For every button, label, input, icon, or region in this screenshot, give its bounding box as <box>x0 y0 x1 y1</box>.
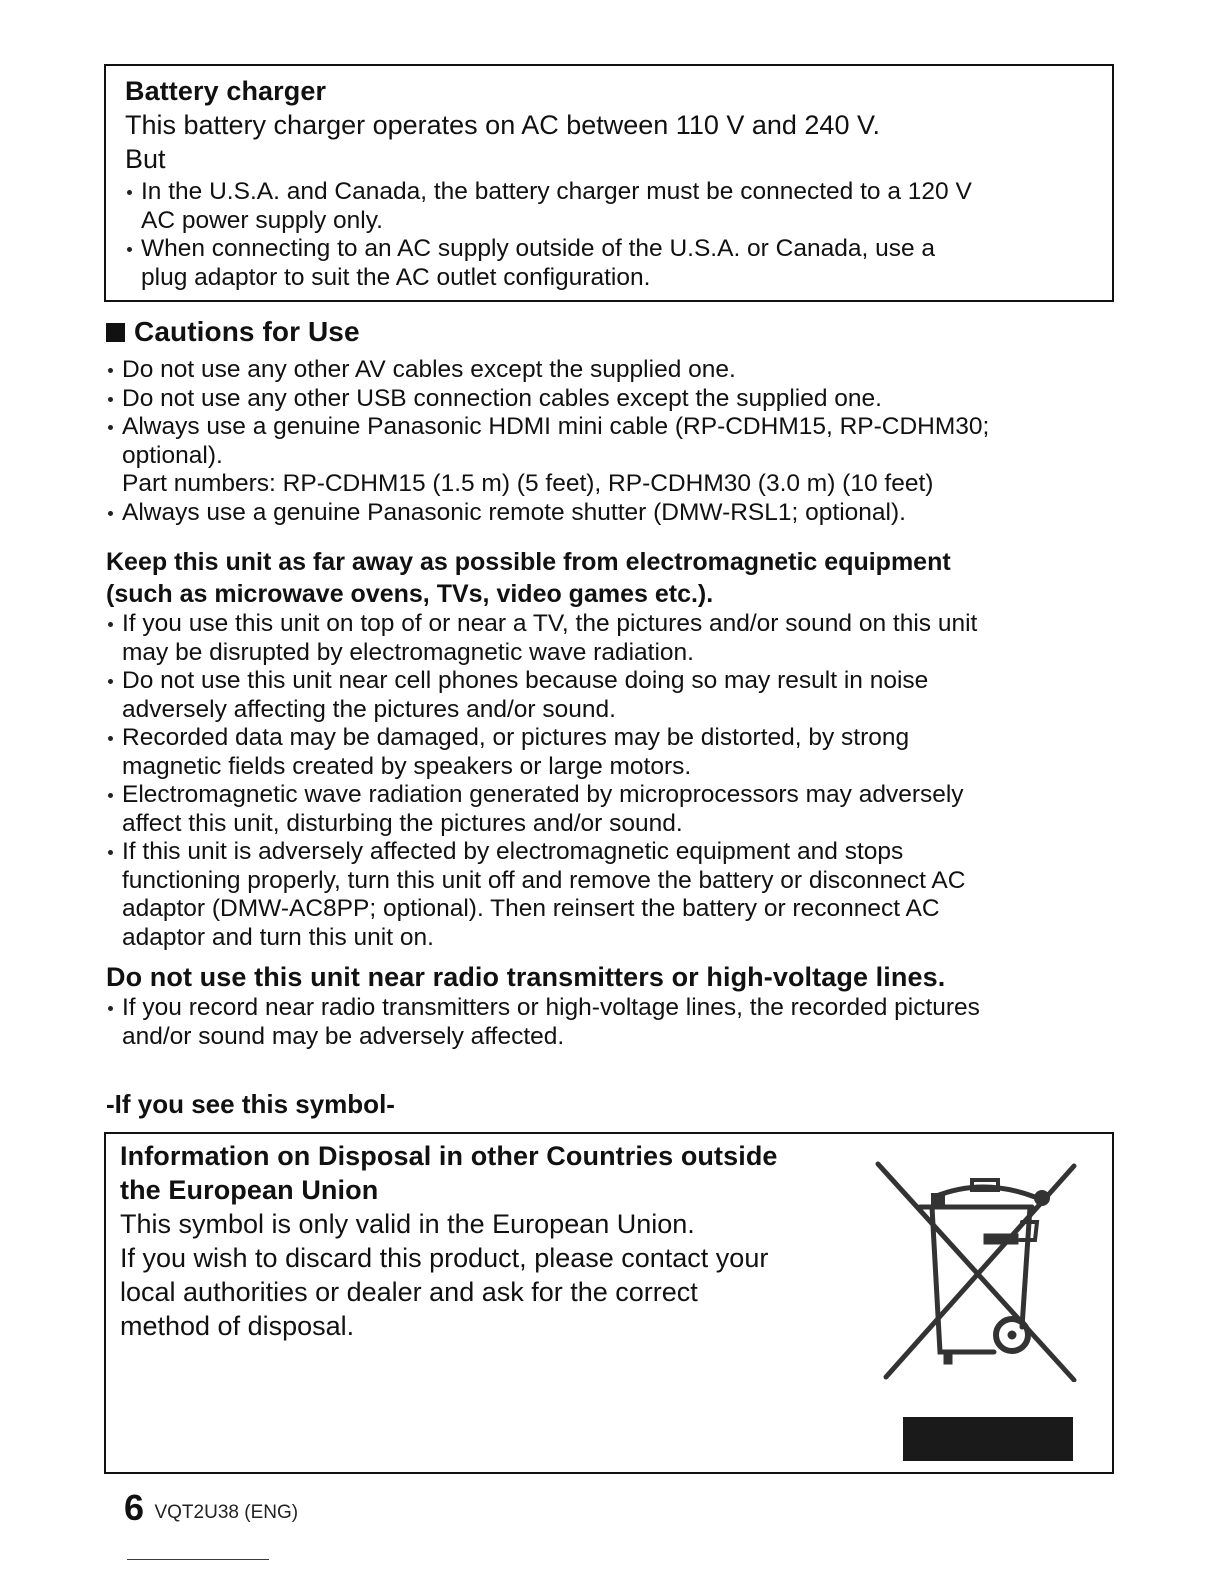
symbol-heading-section <box>106 1088 1116 1120</box>
radio-title: Do not use this unit near radio transmitters or high-voltage lines. <box>106 962 946 992</box>
list-item-text: Part numbers: RP-CDHM15 (1.5 m) (5 feet), RP-CDHM30 (3.0 m) (10 feet) <box>122 470 934 497</box>
list-item <box>106 724 1116 781</box>
battery-charger-title: Battery charger <box>125 76 327 106</box>
list-item-text: Do not use this unit near cell phones because doing so may result in noise <box>122 667 929 694</box>
page-footer <box>124 1487 298 1529</box>
list-item <box>106 356 1116 385</box>
list-item <box>106 610 1116 667</box>
list-item <box>106 385 1116 414</box>
list-item-text: adaptor and turn this unit on. <box>122 923 434 951</box>
page-number: 6 <box>124 1487 145 1528</box>
battery-charger-line1: This battery charger operates on AC between 110 V and 240 V. <box>125 110 880 140</box>
list-item <box>106 838 1116 952</box>
list-item-text: magnetic fields created by speakers or large motors. <box>122 752 692 780</box>
list-item-text: Electromagnetic wave radiation generated by microprocessors may adversely <box>122 781 964 808</box>
list-item <box>106 413 1116 499</box>
list-item <box>106 667 1116 724</box>
electromagnetic-section <box>106 546 1116 952</box>
list-item <box>106 994 1116 1051</box>
battery-charger-line2: But <box>125 144 166 174</box>
disposal-line: method of disposal. <box>120 1311 355 1341</box>
list-item-text: If this unit is adversely affected by electromagnetic equipment and stops <box>122 838 904 865</box>
battery-charger-box <box>104 64 1114 302</box>
list-item-text: plug adaptor to suit the AC outlet configuration. <box>141 263 651 291</box>
disposal-title-line2: the European Union <box>120 1175 379 1205</box>
list-item-text: Do not use any other AV cables except the supplied one. <box>122 356 736 383</box>
cautions-section <box>106 314 1116 527</box>
square-bullet-icon <box>106 323 125 342</box>
list-item <box>125 178 1112 235</box>
disposal-line: If you wish to discard this product, please contact your <box>120 1243 769 1273</box>
list-item-text: AC power supply only. <box>141 206 383 234</box>
list-item-text: If you record near radio transmitters or high-voltage lines, the recorded pictures <box>122 994 980 1021</box>
list-item <box>106 781 1116 838</box>
cautions-title-text: Cautions for Use <box>134 316 360 347</box>
electromagnetic-title-line2: (such as microwave ovens, TVs, video games etc.). <box>106 580 714 608</box>
list-item-text: When connecting to an AC supply outside of the U.S.A. or Canada, use a <box>141 235 936 262</box>
disposal-title-line1: Information on Disposal in other Countries outside <box>120 1141 778 1171</box>
list-item-text: Always use a genuine Panasonic remote shutter (DMW-RSL1; optional). <box>122 498 906 526</box>
cautions-title <box>106 314 1116 350</box>
list-item-text: In the U.S.A. and Canada, the battery charger must be connected to a 120 V <box>141 178 972 205</box>
list-item-text: affect this unit, disturbing the pictures and/or sound. <box>122 809 683 837</box>
underline-bar <box>903 1417 1073 1461</box>
list-item-text: Do not use any other USB connection cables except the supplied one. <box>122 384 882 412</box>
list-item-text: and/or sound may be adversely affected. <box>122 1022 565 1050</box>
list-item <box>125 235 1112 292</box>
radio-section <box>106 960 1116 1051</box>
disposal-line: local authorities or dealer and ask for the correct <box>120 1277 698 1307</box>
crossed-out-wheelie-bin-icon <box>872 1152 1082 1382</box>
doc-code: VQT2U38 (ENG) <box>154 1502 299 1523</box>
electromagnetic-title-line1: Keep this unit as far away as possible from electromagnetic equipment <box>106 548 951 576</box>
list-item-text: adversely affecting the pictures and/or sound. <box>122 695 616 723</box>
link-underline <box>127 1559 269 1560</box>
list-item-text: Always use a genuine Panasonic HDMI mini cable (RP-CDHM15, RP-CDHM30; <box>122 413 990 440</box>
list-item-text: optional). <box>122 441 223 469</box>
disposal-line: This symbol is only valid in the European Union. <box>120 1209 695 1239</box>
list-item-text: may be disrupted by electromagnetic wave radiation. <box>122 638 694 666</box>
list-item-text: adaptor (DMW-AC8PP; optional). Then reinsert the battery or reconnect AC <box>122 895 940 922</box>
symbol-heading: -If you see this symbol- <box>106 1089 395 1119</box>
list-item-text: functioning properly, turn this unit off and remove the battery or disconnect AC <box>122 866 966 894</box>
list-item-text: If you use this unit on top of or near a TV, the pictures and/or sound on this unit <box>122 610 978 637</box>
list-item-text: Recorded data may be damaged, or pictures may be distorted, by strong <box>122 724 910 751</box>
list-item <box>106 499 1116 528</box>
